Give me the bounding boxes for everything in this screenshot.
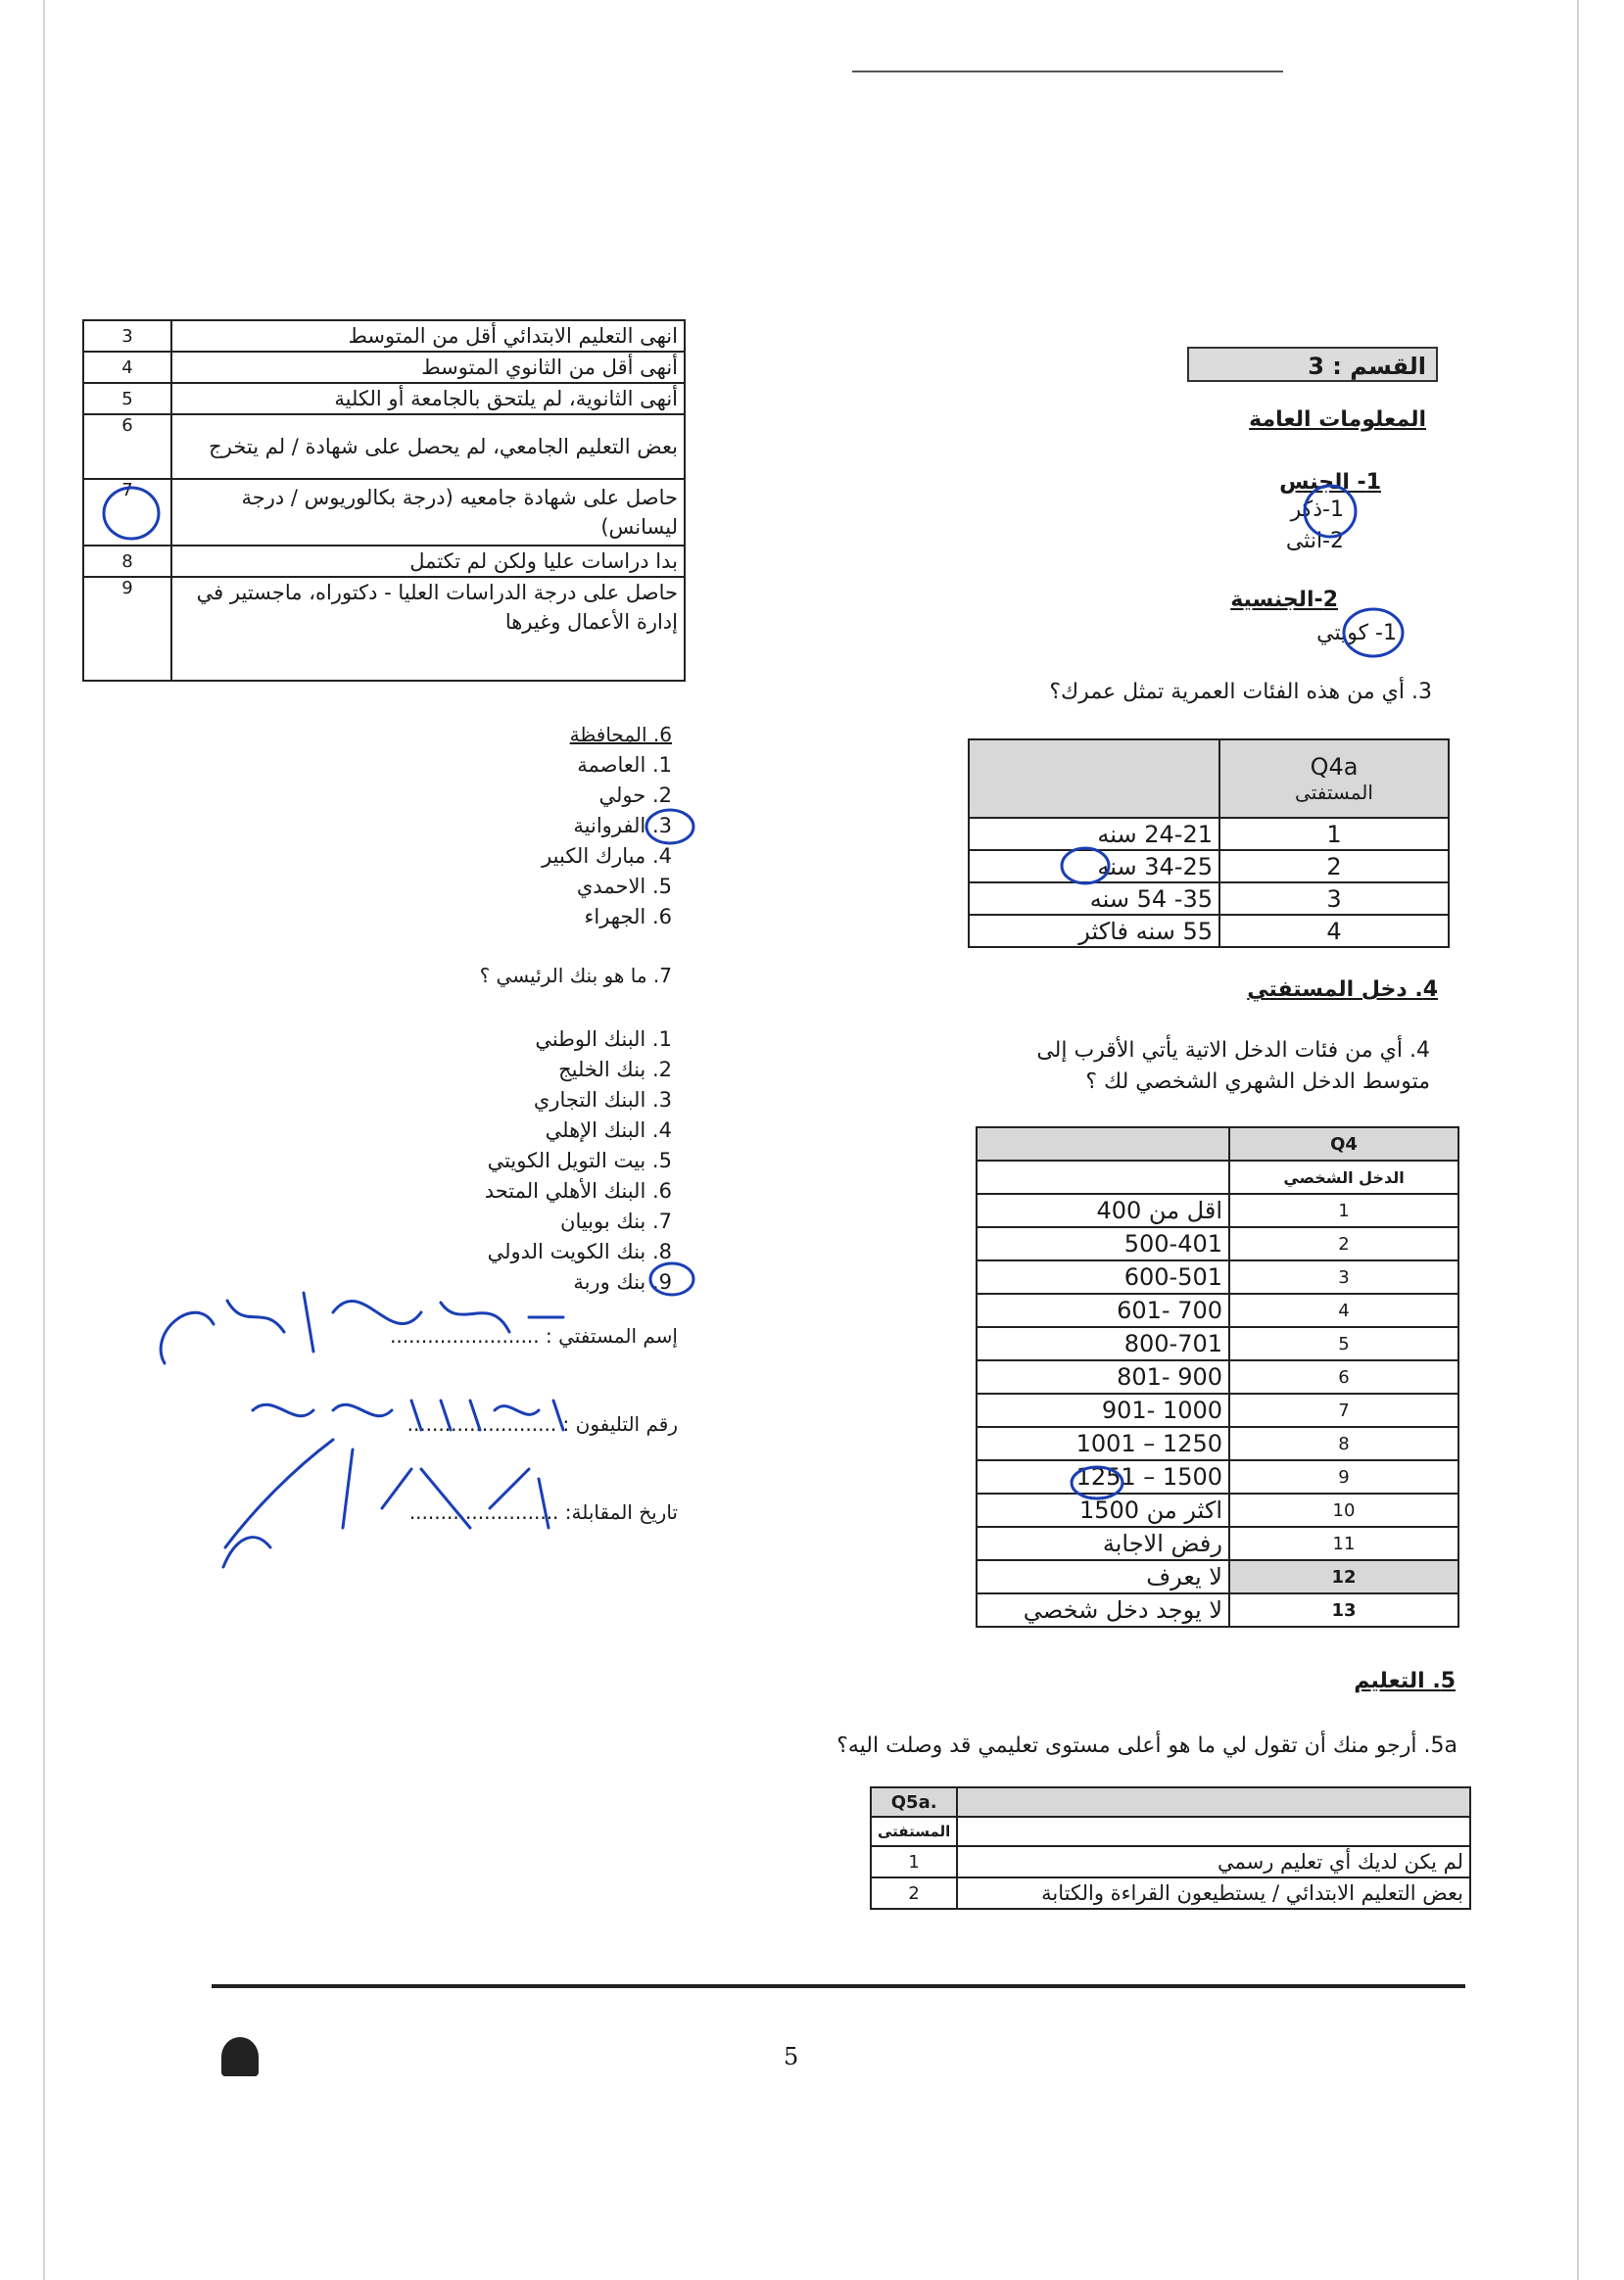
income-code: 2 [1229,1227,1458,1260]
income-table [976,1126,1459,1628]
list-item: 3. البنك التجاري [533,1088,672,1112]
table-row [871,1877,1470,1909]
age-label: 35- 54 سنه [969,882,1219,915]
income-subheader-label-cell [977,1161,1229,1194]
respondent-phone-dots: ........................ [406,1412,557,1436]
section-header: القسم : 3 [1187,347,1438,382]
education-code: 7 [83,479,171,546]
income-code: 13 [1229,1593,1458,1627]
education-code: 5 [83,383,171,414]
income-label: 900 -801 [977,1360,1229,1394]
education-label: حاصل على شهادة جامعيه (درجة بكالوريوس / درجة ليسانس) [171,479,685,546]
income-code: 7 [1229,1394,1458,1427]
respondent-name-label: إسم المستفتي : [546,1324,678,1348]
education-code: 9 [83,577,171,681]
age-question: 3. أي من هذه الفئات العمرية تمثل عمرك؟ [1049,680,1432,704]
list-item: 9. بنك وربة [573,1270,672,1294]
income-label: 500-401 [977,1227,1229,1260]
income-label: اقل من 400 [977,1194,1229,1227]
list-item: 2. حولي [598,784,672,807]
bank-title: 7. ما هو بنك الرئيسي ؟ [479,964,672,987]
income-heading: 4. دخل المستفتي [1247,977,1438,1002]
age-header-code-cell [1219,739,1449,818]
nationality-option-kuwaiti: 1- كويتي [1316,621,1397,645]
education-label: بدا دراسات عليا ولكن لم تكتمل [171,546,685,577]
education-subheader-label-cell [957,1817,1470,1846]
respondent-date-label: تاريخ المقابلة: [564,1500,678,1524]
age-label: 34-25 سنه [969,850,1219,882]
age-col-sub: المستفتى [1295,781,1373,804]
table-row [977,1260,1458,1294]
income-code: 6 [1229,1360,1458,1394]
income-code: 11 [1229,1527,1458,1560]
education-heading: 5. التعليم [1354,1669,1456,1693]
education-label: أنهى الثانوية، لم يلتحق بالجامعة أو الكلية [171,383,685,414]
education-code: 3 [83,320,171,352]
table-row [969,818,1449,850]
income-code: 12 [1229,1560,1458,1593]
income-code: 10 [1229,1494,1458,1527]
education-label: بعض التعليم الابتدائي / يستطيعون القراءة والكتابة [957,1877,1470,1909]
age-table [968,738,1450,948]
list-item: 6. البنك الأهلي المتحد [484,1179,672,1203]
income-code: 8 [1229,1427,1458,1460]
list-item: 2. بنك الخليج [558,1058,672,1081]
income-label: 800-701 [977,1327,1229,1360]
table-row [977,1327,1458,1360]
income-label: 600-501 [977,1260,1229,1294]
list-item: 8. بنك الكويت الدولي [487,1240,672,1263]
age-col-code: Q4a [1310,753,1359,781]
education-label: أنهى أقل من الثانوي المتوسط [171,352,685,383]
age-header-label-cell [969,739,1219,818]
education-code: 1 [871,1846,957,1877]
nationality-title: 2-الجنسية [1230,588,1338,612]
respondent-phone-label: رقم التليفون : [562,1412,678,1436]
table-row [83,414,685,479]
education-label: انهى التعليم الابتدائي أقل من المتوسط [171,320,685,352]
table-row [977,1494,1458,1527]
education-code: 8 [83,546,171,577]
income-code: 4 [1229,1294,1458,1327]
table-row [969,882,1449,915]
education-header-label-cell [957,1787,1470,1817]
table-row [977,1560,1458,1593]
education-label: لم يكن لديك أي تعليم رسمي [957,1846,1470,1877]
footer-rule [212,1984,1465,1988]
table-row [977,1360,1458,1394]
age-code: 2 [1219,850,1449,882]
education-table-bottom [870,1786,1471,1910]
respondent-phone-row [407,1412,678,1436]
education-label: بعض التعليم الجامعي، لم يحصل على شهادة / لم يتخرج [171,414,685,479]
table-row [83,577,685,681]
page-number: 5 [784,2043,799,2070]
age-code: 4 [1219,915,1449,947]
age-label: 24-21 سنه [969,818,1219,850]
list-item: 7. بنك بوبيان [560,1210,672,1233]
income-label: لا يعرف [977,1560,1229,1593]
income-label: 1500 – 1251 [977,1460,1229,1494]
table-row [977,1593,1458,1627]
logo-icon [221,2037,259,2076]
education-code: 4 [83,352,171,383]
table-row [977,1460,1458,1494]
list-item: 3. الفروانية [573,814,672,837]
respondent-name-row [390,1324,678,1348]
governorate-list [542,750,672,932]
education-col-sub: المستفتى [871,1817,957,1846]
income-code: 9 [1229,1460,1458,1494]
respondent-date-dots: ........................ [408,1500,559,1524]
list-item: 6. الجهراء [584,905,672,928]
gender-title: 1- الجنس [1279,470,1381,495]
general-info-heading: المعلومات العامة [1249,407,1426,432]
education-col-code: Q5a. [871,1787,957,1817]
list-item: 4. مبارك الكبير [542,844,672,868]
bank-list [485,1024,672,1298]
table-row [83,479,685,546]
table-row [969,850,1449,882]
list-item: 1. العاصمة [577,753,672,777]
table-row [977,1227,1458,1260]
age-code: 1 [1219,818,1449,850]
education-code: 6 [83,414,171,479]
income-label: رفض الاجابة [977,1527,1229,1560]
income-label: لا يوجد دخل شخصي [977,1593,1229,1627]
income-label: اكثر من 1500 [977,1494,1229,1527]
table-row [83,320,685,352]
table-row [83,352,685,383]
table-row [969,915,1449,947]
education-label: حاصل على درجة الدراسات العليا - دكتوراه، ماجستير في إدارة الأعمال وغيرها [171,577,685,681]
education-question: 5a. أرجو منك أن تقول لي ما هو أعلى مستوى تعليمي قد وصلت اليه؟ [836,1734,1457,1758]
respondent-name-dots: ........................ [390,1324,540,1348]
list-item: 5. بيت التويل الكويتي [487,1149,672,1172]
education-table-top [82,319,686,682]
gender-option-female: 2-انثى [1285,529,1344,553]
income-label: 1000 -901 [977,1394,1229,1427]
income-question-line2: متوسط الدخل الشهري الشخصي لك ؟ [1085,1069,1430,1094]
income-col-code: Q4 [1229,1127,1458,1161]
top-rule [852,71,1283,72]
age-label: 55 سنه فاكثر [969,915,1219,947]
table-row [871,1846,1470,1877]
income-code: 1 [1229,1194,1458,1227]
respondent-date-row [409,1500,678,1524]
age-code: 3 [1219,882,1449,915]
income-header-label-cell [977,1127,1229,1161]
table-row [977,1427,1458,1460]
income-code: 3 [1229,1260,1458,1294]
list-item: 4. البنك الإهلي [545,1118,672,1142]
governorate-title: 6. المحافظة [569,723,672,746]
education-code: 2 [871,1877,957,1909]
table-row [977,1394,1458,1427]
table-row [977,1194,1458,1227]
income-label: 700 -601 [977,1294,1229,1327]
gender-option-male: 1-ذكر [1290,498,1344,522]
income-col-sub: الدخل الشخصي [1229,1161,1458,1194]
list-item: 5. الاحمدي [576,875,672,898]
income-label: 1250 – 1001 [977,1427,1229,1460]
income-question-line1: 4. أي من فئات الدخل الاتية يأتي الأقرب إلى [1036,1038,1430,1063]
table-row [977,1294,1458,1327]
income-code: 5 [1229,1327,1458,1360]
list-item: 1. البنك الوطني [535,1027,672,1051]
table-row [83,546,685,577]
table-row [83,383,685,414]
table-row [977,1527,1458,1560]
